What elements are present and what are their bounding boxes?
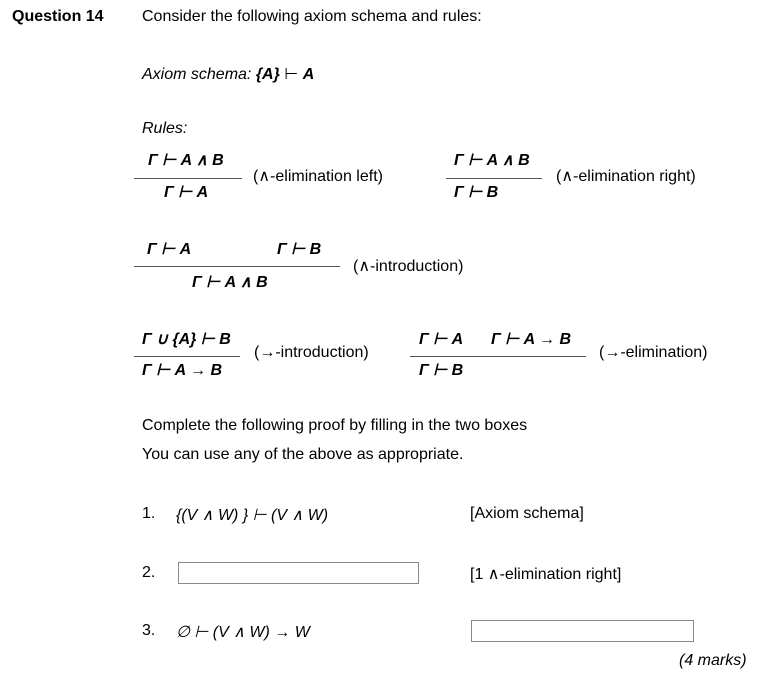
inference-line [134, 178, 242, 179]
instruction-line-1: Complete the following proof by filling in the two boxes [142, 417, 528, 434]
rule-conclusion: Γ ⊢ B [419, 362, 464, 379]
axiom-turnstile: ⊢ [284, 66, 299, 83]
marks: (4 marks) [679, 652, 747, 669]
proof-formula: {(V ∧ W) } ⊢ (V ∧ W) [176, 507, 329, 524]
inference-line [134, 356, 240, 357]
rule-conclusion: Γ ⊢ B [454, 184, 499, 201]
question-label: Question 14 [12, 8, 104, 25]
rule-name: (∧-elimination right) [556, 168, 696, 185]
rule-premise: Γ ∪ {A} ⊢ B [142, 331, 231, 348]
inference-line [410, 356, 586, 357]
rules-heading: Rules: [142, 120, 188, 137]
axiom-conclusion: A [302, 66, 315, 83]
inference-line [134, 266, 340, 267]
rule-name: (→-introduction) [254, 344, 369, 361]
instruction-line-2: You can use any of the above as appropriate. [142, 446, 464, 463]
inference-line [446, 178, 542, 179]
proof-number: 2. [142, 564, 156, 581]
rule-conclusion: Γ ⊢ A ∧ B [192, 274, 268, 291]
proof-justification: [1 ∧-elimination right] [470, 566, 622, 583]
rule-premise-1: Γ ⊢ A [147, 241, 192, 258]
rule-premise-2: Γ ⊢ B [277, 241, 322, 258]
rule-name: (∧-elimination left) [253, 168, 383, 185]
rule-premise-2: Γ ⊢ A → B [491, 331, 571, 348]
rule-conclusion: Γ ⊢ A → B [142, 362, 222, 379]
proof-number: 1. [142, 505, 156, 522]
justification-answer-box[interactable] [471, 620, 694, 642]
axiom-premise: {A} [255, 66, 280, 83]
proof-justification: [Axiom schema] [470, 505, 584, 522]
rule-conclusion: Γ ⊢ A [164, 184, 209, 201]
axiom-label: Axiom schema: [142, 66, 252, 83]
axiom-schema [142, 64, 314, 84]
formula-answer-box[interactable] [178, 562, 419, 584]
rule-name: (→-elimination) [599, 344, 708, 361]
proof-formula: ∅ ⊢ (V ∧ W) → W [176, 624, 310, 641]
rule-premise: Γ ⊢ A ∧ B [148, 152, 224, 169]
rule-premise-1: Γ ⊢ A [419, 331, 464, 348]
rule-premise: Γ ⊢ A ∧ B [454, 152, 530, 169]
rule-name: (∧-introduction) [353, 258, 464, 275]
proof-number: 3. [142, 622, 156, 639]
question-prompt: Consider the following axiom schema and rules: [142, 8, 482, 25]
